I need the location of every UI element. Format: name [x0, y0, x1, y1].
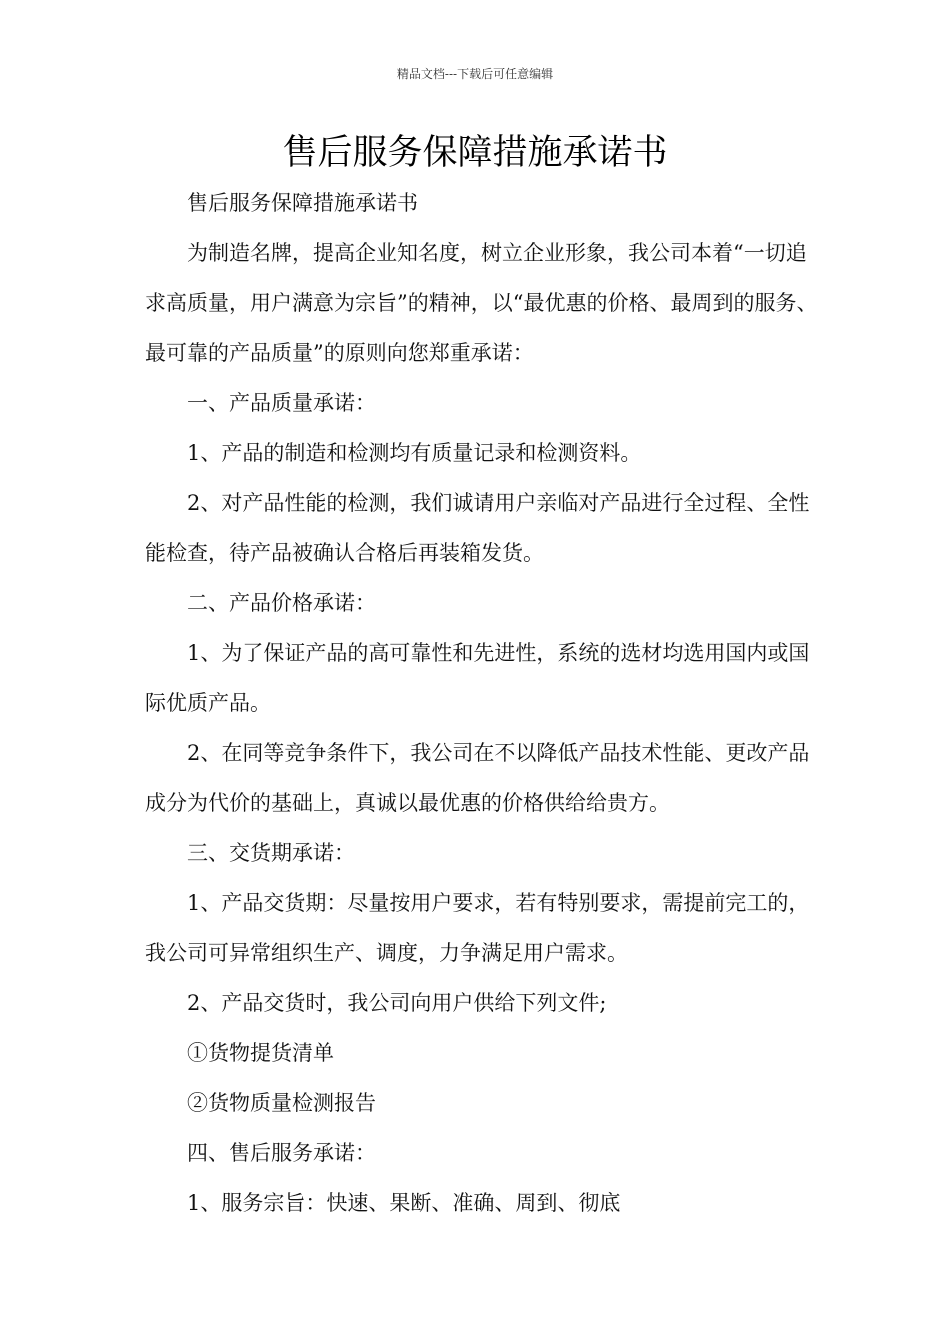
section-heading-service: 四、售后服务承诺：	[187, 1141, 376, 1165]
paragraph-delivery-2: 2、产品交货时，我公司向用户供给下列文件;	[187, 991, 607, 1015]
paragraph-price-1: 1、为了保证产品的高可靠性和先进性，系统的选材均选用国内或国际优质产品。	[145, 641, 810, 715]
document-title: 售后服务保障措施承诺书	[282, 133, 668, 173]
list-item-delivery-doc-2: ②货物质量检测报告	[187, 1091, 376, 1115]
paragraph-service-1: 1、服务宗旨：快速、果断、准确、周到、彻底	[187, 1191, 621, 1215]
section-heading-delivery: 三、交货期承诺：	[187, 841, 355, 865]
paragraph-price-2: 2、在同等竞争条件下，我公司在不以降低产品技术性能、更改产品成分为代价的基础上，真诚以最优惠的价格供给给贵方。	[145, 741, 810, 815]
section-heading-quality: 一、产品质量承诺：	[187, 391, 376, 415]
paragraph-delivery-1: 1、产品交货期：尽量按用户要求，若有特别要求，需提前完工的，我公司可异常组织生产、调度，力争满足用户需求。	[145, 891, 810, 965]
paragraph-quality-1: 1、产品的制造和检测均有质量记录和检测资料。	[187, 441, 642, 465]
paragraph-subtitle: 售后服务保障措施承诺书	[187, 191, 418, 215]
paragraph-intro: 为制造名牌，提高企业知名度，树立企业形象，我公司本着“一切追求高质量，用户满意为宗旨”的精神，以“最优惠的价格、最周到的服务、最可靠的产品质量”的原则向您郑重承诺：	[145, 241, 818, 365]
page-header: 精品文档---下载后可任意编辑	[396, 67, 554, 81]
paragraph-quality-2: 2、对产品性能的检测，我们诚请用户亲临对产品进行全过程、全性能检查，待产品被确认合格后再装箱发货。	[145, 491, 810, 565]
document-body	[145, 178, 825, 1228]
section-heading-price: 二、产品价格承诺：	[187, 591, 376, 615]
list-item-delivery-doc-1: ①货物提货清单	[187, 1041, 334, 1065]
